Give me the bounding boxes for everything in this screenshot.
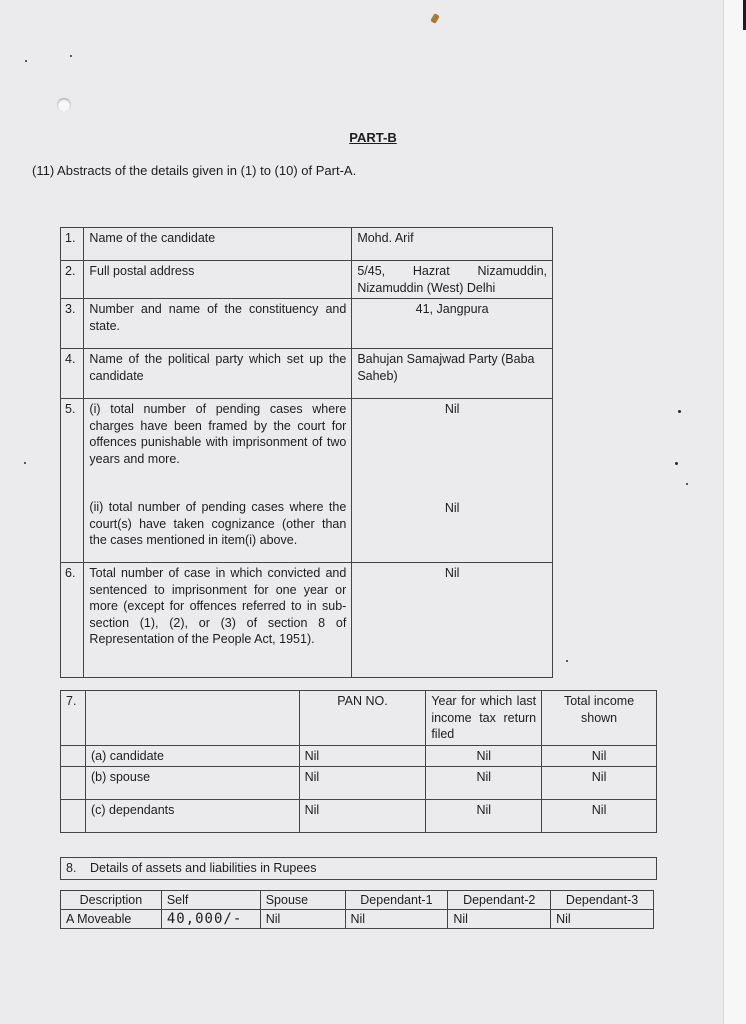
spouse-cell: Nil [260,910,345,929]
table-header-row [61,891,654,910]
header-dependant-1: Dependant-1 [345,891,448,910]
income-cell: Nil [542,745,657,767]
row-question [84,399,352,563]
pan-cell: Nil [299,800,426,833]
year-cell: Nil [426,745,542,767]
row-answer: 5/45, Hazrat Nizamuddin, Nizamuddin (West) Delhi [352,261,553,299]
row-label: (a) candidate [85,745,299,767]
part-title: PART-B [349,130,397,145]
spacer [89,467,346,499]
assets-heading: Details of assets and liabilities in Rupees [85,858,657,880]
table-row [61,767,657,800]
header-pan: PAN NO. [299,691,426,746]
table-row [61,261,553,299]
header-dependant-2: Dependant-2 [448,891,551,910]
row-answer [352,399,553,563]
speck [24,462,26,464]
table-header-row [61,691,657,746]
row-label: (c) dependants [85,800,299,833]
dependant-1-cell: Nil [345,910,448,929]
speck [686,483,688,485]
table-row [61,563,553,678]
stain-mark [430,13,440,24]
row-number: 7. [61,691,86,746]
table-row [61,299,553,349]
income-table [60,690,657,833]
empty-cell [61,800,86,833]
year-cell: Nil [426,800,542,833]
row-answer: Bahujan Samajwad Party (Baba Saheb) [352,349,553,399]
row-question: Number and name of the constituency and state. [84,299,352,349]
row-question: Name of the candidate [84,228,352,261]
header-year: Year for which last income tax return filed [426,691,542,746]
header-income: Total income shown [542,691,657,746]
table-row [61,858,657,880]
row-number: 4. [61,349,84,399]
row-question: Name of the political party which set up the candidate [84,349,352,399]
pan-cell: Nil [299,767,426,800]
question-part-i: (i) total number of pending cases where charges have been framed by the court for offences punishable with imprisonment of two years and more. [89,402,347,466]
row-number: 5. [61,399,84,563]
row-number: 6. [61,563,84,678]
question-part-ii: (ii) total number of pending cases where the court(s) have taken cognizance (other than the cases mentioned in item(i) above. [89,500,347,547]
table-row [61,399,553,563]
dependant-3-cell: Nil [551,910,654,929]
description-cell: A Moveable [61,910,162,929]
row-number: 1. [61,228,84,261]
answer-part-ii: Nil [444,500,460,515]
row-answer: Mohd. Arif [352,228,553,261]
answer-part-i: Nil [444,402,460,416]
page-edge [723,0,746,1024]
pan-cell: Nil [299,745,426,767]
header-self: Self [161,891,260,910]
header-dependant-3: Dependant-3 [551,891,654,910]
row-answer: 41, Jangpura [352,299,553,349]
spacer [357,418,547,500]
row-question: Full postal address [84,261,352,299]
header-spouse: Spouse [260,891,345,910]
row-answer: Nil [352,563,553,678]
table-row [61,910,654,929]
income-cell: Nil [542,800,657,833]
table-row [61,228,553,261]
year-cell: Nil [426,767,542,800]
speck [675,462,678,465]
speck [566,660,568,662]
row-question: Total number of case in which convicted and sentenced to imprisonment for one year or more (except for offences referred to in sub-section (1), (2), or (3) of section 8 of Representation of the People Act, 1951). [84,563,352,678]
speck [678,410,681,413]
empty-header-cell [85,691,299,746]
income-cell: Nil [542,767,657,800]
table-row [61,745,657,767]
table-row [61,800,657,833]
table-row [61,349,553,399]
intro-text: (11) Abstracts of the details given in (1) to (10) of Part-A. [32,163,357,178]
assets-table [60,890,654,929]
details-table [60,227,553,678]
row-number: 8. [61,858,86,880]
speck [25,60,27,62]
row-number: 3. [61,299,84,349]
assets-heading-table [60,857,657,880]
speck [70,55,72,57]
row-label: (b) spouse [85,767,299,800]
empty-cell [61,767,86,800]
empty-cell [61,745,86,767]
punch-hole [57,98,71,112]
self-cell: 40,000/- [161,910,260,929]
row-number: 2. [61,261,84,299]
dependant-2-cell: Nil [448,910,551,929]
header-description: Description [61,891,162,910]
